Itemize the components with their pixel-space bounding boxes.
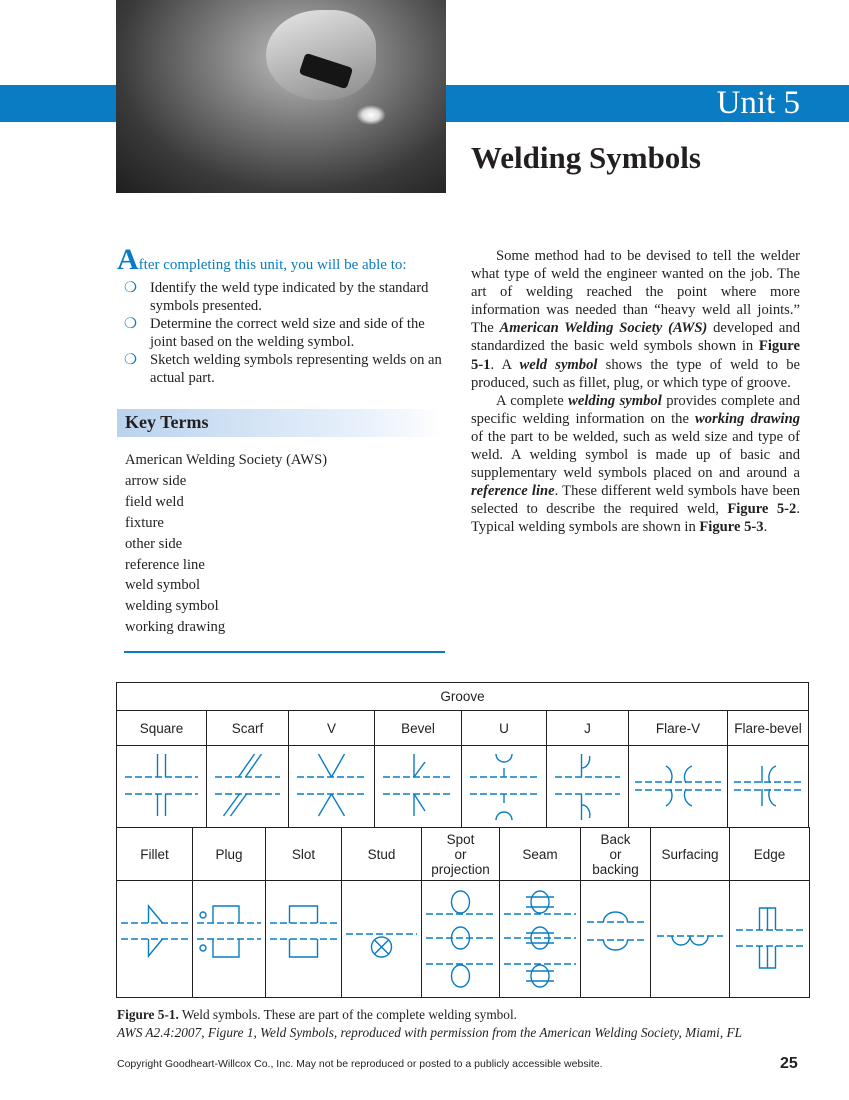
defined-term: working drawing bbox=[694, 410, 800, 427]
weld-symbol-icon bbox=[266, 881, 341, 994]
weld-symbol-edge bbox=[730, 881, 810, 998]
weld-symbol-icon bbox=[581, 881, 650, 994]
weld-symbol-icon bbox=[289, 746, 374, 828]
figure-reference: Figure 5-1 bbox=[471, 338, 800, 373]
weld-symbol-back bbox=[581, 881, 651, 998]
helmet-shape bbox=[266, 10, 376, 100]
objectives bbox=[117, 243, 447, 387]
objectives-heading-text: fter completing this unit, you will be able to: bbox=[138, 257, 407, 273]
defined-term: welding symbol bbox=[568, 392, 662, 409]
symbol-label: J bbox=[547, 711, 629, 746]
text-run: shows the type of weld to be produced, such as fillet, plug, or which type of groove. bbox=[471, 356, 801, 391]
objective-item bbox=[117, 315, 447, 351]
groove-symbol-flare-v bbox=[629, 746, 728, 832]
symbol-label: Surfacing bbox=[651, 828, 730, 881]
weld-symbol-stud bbox=[342, 881, 422, 998]
groove-symbol-flare-bevel bbox=[728, 746, 809, 832]
groove-symbol-square bbox=[117, 746, 207, 832]
key-term: fixture bbox=[125, 514, 164, 531]
symbol-label: Plug bbox=[193, 828, 266, 881]
key-term: other side bbox=[125, 535, 183, 552]
figure-caption bbox=[117, 1007, 517, 1023]
objectives-list bbox=[117, 279, 447, 387]
weld-symbol-seam bbox=[500, 881, 581, 998]
key-term: reference line bbox=[125, 556, 205, 573]
groove-symbol-u bbox=[462, 746, 547, 832]
text-run: developed and standardized the basic weld symbols shown in bbox=[471, 320, 801, 355]
symbol-label: Seam bbox=[500, 828, 581, 881]
divider bbox=[124, 651, 445, 653]
symbol-label: Flare-V bbox=[629, 711, 728, 746]
groove-symbol-scarf bbox=[207, 746, 289, 832]
weld-symbol-fillet bbox=[117, 881, 193, 998]
weld-symbol-icon bbox=[629, 746, 727, 828]
weld-symbol-icon bbox=[117, 746, 206, 828]
figure-credit: AWS A2.4:2007, Figure 1, Weld Symbols, reproduced with permission from the American Welding Society, Miami, FL bbox=[117, 1025, 743, 1040]
welder-photo bbox=[116, 0, 446, 193]
objective-text: Identify the weld type indicated by the standard symbols presented. bbox=[150, 280, 429, 314]
objective-text: Sketch welding symbols representing welds on an actual part. bbox=[150, 352, 442, 386]
key-term: welding symbol bbox=[125, 598, 219, 615]
bullet-icon: ❍ bbox=[124, 280, 138, 296]
key-term: American Welding Society (AWS) bbox=[125, 452, 328, 468]
symbol-label: U bbox=[462, 711, 547, 746]
unit-number: Unit 5 bbox=[716, 85, 800, 121]
page-title: Welding Symbols bbox=[471, 140, 701, 175]
weld-symbols-figure bbox=[116, 682, 809, 832]
key-terms-heading: Key Terms bbox=[125, 412, 209, 432]
weld-symbol-icon bbox=[422, 881, 499, 994]
defined-term: reference line bbox=[471, 483, 555, 500]
weld-symbol-icon bbox=[728, 746, 808, 828]
text-run: provides complete and specific welding information on the bbox=[471, 392, 800, 427]
text-run: . These different weld symbols have been selected to describe the required weld, bbox=[471, 483, 800, 518]
key-term: field weld bbox=[125, 493, 184, 510]
weld-symbol-icon bbox=[375, 746, 461, 828]
symbol-label: Edge bbox=[730, 828, 810, 881]
copyright: Copyright Goodheart-Willcox Co., Inc. May not be reproduced or posted to a publicly accessible website. bbox=[117, 1058, 603, 1070]
symbol-label: Fillet bbox=[117, 828, 193, 881]
symbol-label: Bevel bbox=[375, 711, 462, 746]
weld-symbol-icon bbox=[342, 881, 421, 994]
paragraph bbox=[471, 247, 800, 392]
groove-symbol-bevel bbox=[375, 746, 462, 832]
key-terms-header bbox=[117, 409, 445, 437]
objective-item bbox=[117, 351, 447, 387]
weld-symbol-icon bbox=[462, 746, 546, 828]
symbol-label: Back or backing bbox=[581, 828, 651, 881]
weld-symbol-icon bbox=[500, 881, 580, 994]
groove-symbol-v bbox=[289, 746, 375, 832]
bullet-icon: ❍ bbox=[124, 316, 138, 332]
text-run: . Typical welding symbols are shown in bbox=[471, 501, 800, 536]
objective-item bbox=[117, 279, 447, 315]
key-term: arrow side bbox=[125, 472, 187, 489]
key-term: weld symbol bbox=[125, 577, 200, 594]
objectives-heading bbox=[117, 243, 447, 279]
weld-symbol-icon bbox=[547, 746, 628, 828]
key-terms-list bbox=[125, 450, 447, 638]
weld-symbol-slot bbox=[266, 881, 342, 998]
objective-text: Determine the correct weld size and side of the joint based on the welding symbol. bbox=[150, 316, 425, 350]
text-run: A complete bbox=[496, 392, 569, 409]
weld-symbol-icon bbox=[651, 881, 729, 994]
symbol-label: Scarf bbox=[207, 711, 289, 746]
page-number: 25 bbox=[780, 1055, 798, 1072]
symbol-label: Slot bbox=[266, 828, 342, 881]
weld-symbol-icon bbox=[207, 746, 288, 828]
bullet-icon: ❍ bbox=[124, 352, 138, 368]
symbol-label: V bbox=[289, 711, 375, 746]
drop-cap: A bbox=[117, 243, 139, 276]
groove-symbol-j bbox=[547, 746, 629, 832]
symbol-label: Spot or projection bbox=[422, 828, 500, 881]
symbol-label: Square bbox=[117, 711, 207, 746]
text-run: . bbox=[763, 519, 768, 536]
weld-symbol-plug bbox=[193, 881, 266, 998]
figure-reference: Figure 5-3 bbox=[699, 519, 764, 536]
text-run: of the part to be welded, such as weld size and type of weld. A welding symbol is made up of basic and supplementary weld symbols placed on and around a bbox=[471, 428, 800, 482]
groove-heading: Groove bbox=[117, 683, 809, 711]
paragraph bbox=[471, 392, 800, 537]
figure-reference: Figure 5-2 bbox=[727, 501, 797, 518]
defined-term: weld symbol bbox=[519, 356, 598, 373]
caption-text: Weld symbols. These are part of the complete welding symbol. bbox=[178, 1007, 517, 1022]
caption-label: Figure 5-1. bbox=[117, 1007, 179, 1022]
symbol-label: Flare-bevel bbox=[728, 711, 809, 746]
spark-shape bbox=[356, 105, 386, 125]
symbol-label: Stud bbox=[342, 828, 422, 881]
weld-symbol-icon bbox=[730, 881, 809, 994]
defined-term: American Welding Society (AWS) bbox=[499, 320, 708, 337]
text-run: . A bbox=[490, 356, 520, 373]
weld-symbol-spot bbox=[422, 881, 500, 998]
key-term: working drawing bbox=[125, 619, 226, 636]
text-run: Some method had to be devised to tell the welder what type of weld the engineer wanted on the job. The art of welding reached the point where more information was needed than “heavy weld all joints.” The bbox=[471, 248, 800, 337]
weld-symbol-surfacing bbox=[651, 881, 730, 998]
weld-symbols-figure-other bbox=[116, 827, 810, 998]
left-column bbox=[117, 243, 447, 653]
weld-symbol-icon bbox=[193, 881, 265, 994]
weld-symbol-icon bbox=[117, 881, 192, 994]
body-text bbox=[471, 247, 800, 537]
